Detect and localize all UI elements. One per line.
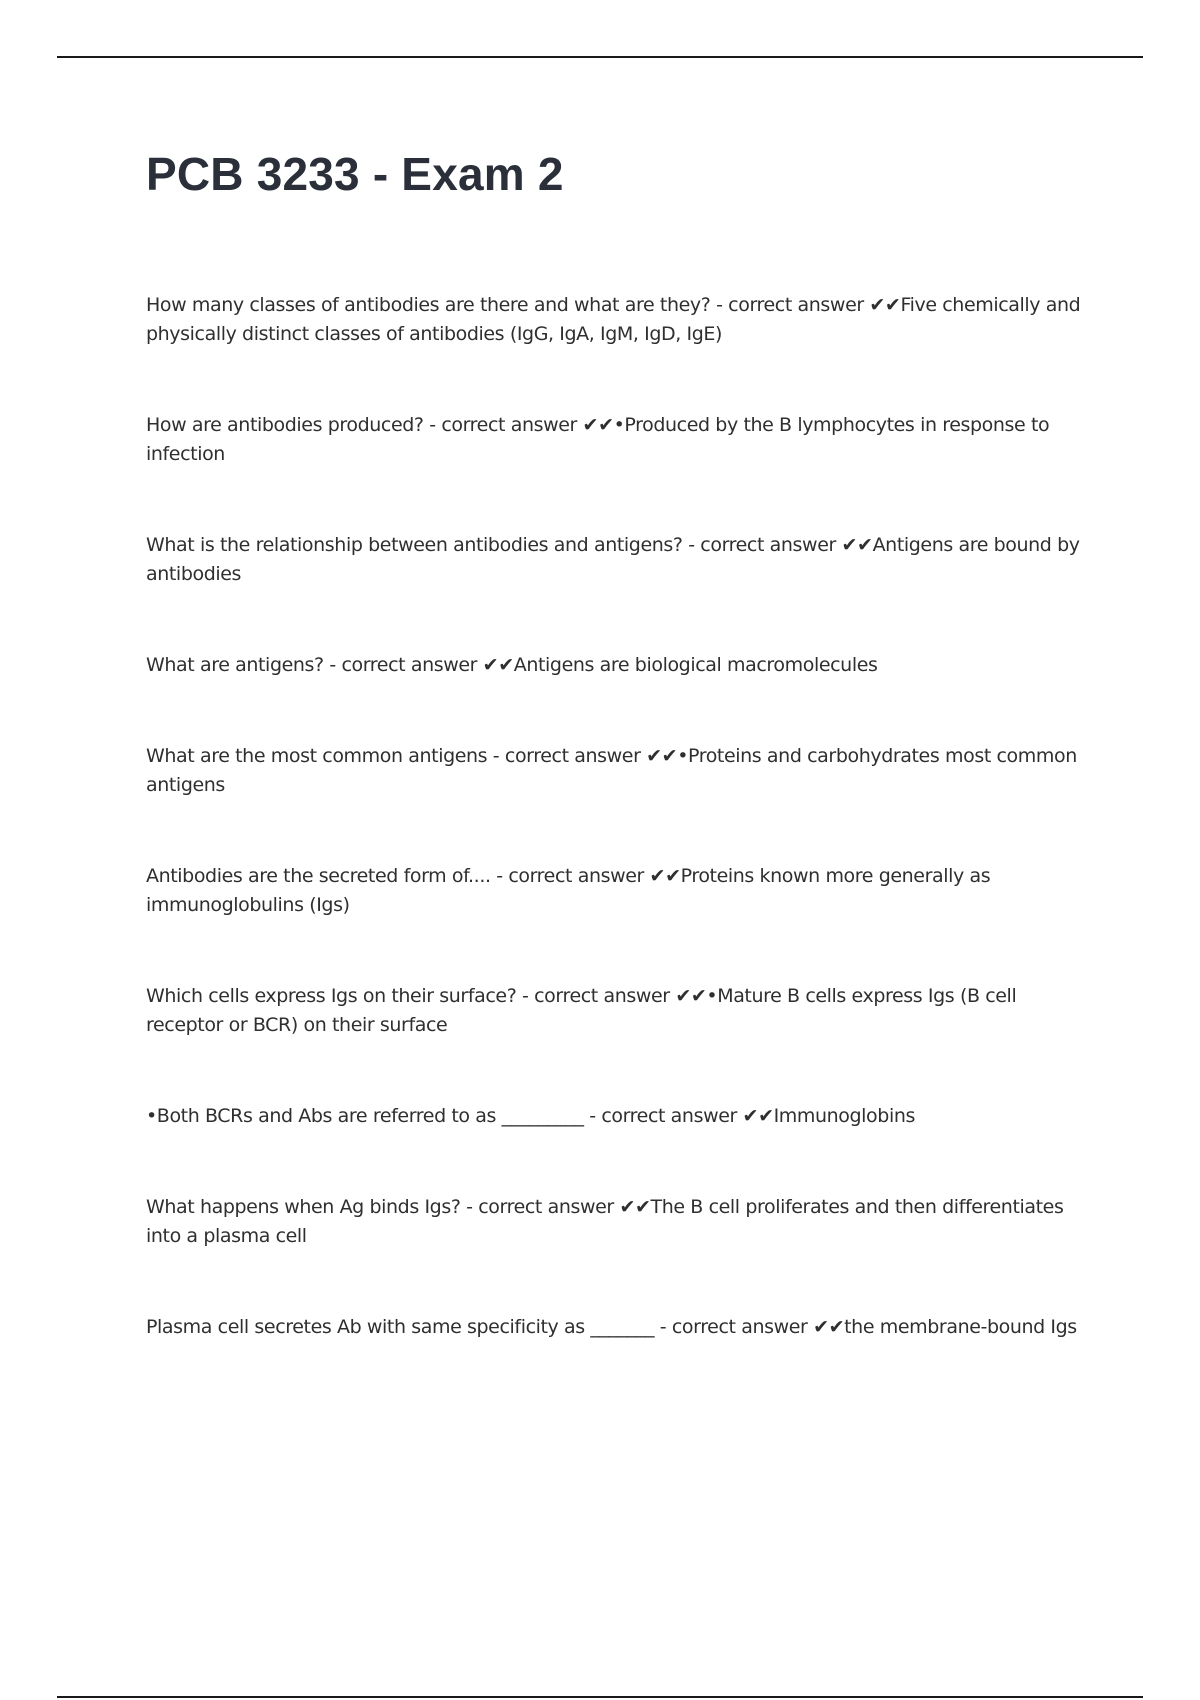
answer-text: Immunoglobins — [773, 1105, 915, 1127]
qa-item — [146, 862, 1086, 982]
answer-text: the membrane-bound Igs — [844, 1316, 1077, 1338]
answer-separator: - correct answer ✔✔ — [487, 745, 678, 767]
question-text: Which cells express Igs on their surface? — [146, 985, 517, 1007]
qa-item — [146, 1193, 1086, 1313]
answer-separator: - correct answer ✔✔ — [423, 414, 614, 436]
qa-item — [146, 742, 1086, 862]
question-text: What are antigens? — [146, 654, 324, 676]
page-title: PCB 3233 - Exam 2 — [146, 148, 564, 200]
answer-text: •Mature B cells express Igs (B cell receptor or BCR) on their surface — [146, 985, 1017, 1036]
answer-text: The B cell proliferates and then differentiates into a plasma cell — [146, 1196, 1064, 1247]
qa-item — [146, 651, 1086, 742]
question-text: What is the relationship between antibodies and antigens? — [146, 534, 683, 556]
question-text: What are the most common antigens — [146, 745, 488, 767]
answer-text: Antigens are biological macromolecules — [513, 654, 878, 676]
question-text: How are antibodies produced? — [146, 414, 424, 436]
answer-text: Antigens are bound by antibodies — [146, 534, 1080, 585]
answer-separator: - correct answer ✔✔ — [490, 865, 681, 887]
answer-separator: - correct answer ✔✔ — [710, 294, 901, 316]
bottom-rule — [57, 1696, 1143, 1698]
qa-item — [146, 291, 1086, 411]
qa-item — [146, 411, 1086, 531]
question-text: •Both BCRs and Abs are referred to as _________ — [146, 1105, 584, 1127]
question-text: How many classes of antibodies are there and what are they? — [146, 294, 711, 316]
qa-item — [146, 1313, 1086, 1373]
question-text: What happens when Ag binds Igs? — [146, 1196, 461, 1218]
qa-item — [146, 982, 1086, 1102]
qa-item — [146, 531, 1086, 651]
answer-separator: - correct answer ✔✔ — [654, 1316, 845, 1338]
answer-separator: - correct answer ✔✔ — [460, 1196, 651, 1218]
answer-text: •Proteins and carbohydrates most common antigens — [146, 745, 1077, 796]
answer-text: Five chemically and physically distinct classes of antibodies (IgG, IgA, IgM, IgD, IgE) — [146, 294, 1081, 345]
answer-separator: - correct answer ✔✔ — [516, 985, 707, 1007]
answer-text: Proteins known more generally as immunoglobulins (Igs) — [146, 865, 991, 916]
answer-separator: - correct answer ✔✔ — [583, 1105, 774, 1127]
top-rule — [57, 56, 1143, 58]
answer-text: •Produced by the B lymphocytes in response to infection — [146, 414, 1050, 465]
qa-list — [146, 291, 1086, 1373]
answer-separator: - correct answer ✔✔ — [323, 654, 514, 676]
question-text: Plasma cell secretes Ab with same specificity as _______ — [146, 1316, 655, 1338]
qa-item — [146, 1102, 1086, 1193]
answer-separator: - correct answer ✔✔ — [682, 534, 873, 556]
question-text: Antibodies are the secreted form of.... — [146, 865, 491, 887]
